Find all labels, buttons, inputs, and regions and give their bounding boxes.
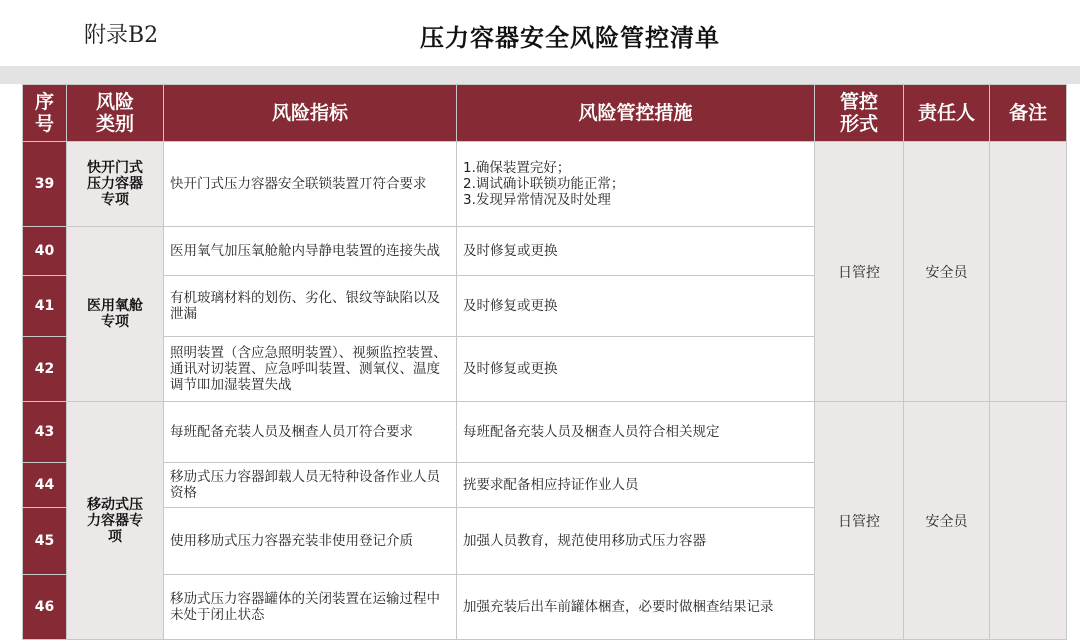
row-number: 46 (23, 575, 67, 640)
risk-indicator: 医用氧气加压氧舱舱内导静电装置的连接失战 (164, 227, 457, 276)
measure-line: 3.发现异常情况及时处理 (463, 192, 611, 208)
header-seq-line: 号 (34, 113, 54, 135)
category-line: 项 (108, 528, 122, 545)
category-line: 移动式压 (87, 496, 143, 513)
header-form-line: 形式 (839, 113, 878, 135)
control-measures: 挄要求配备相应持证作业人员 (457, 463, 815, 508)
row-number: 44 (23, 463, 67, 508)
control-measures: 及时修复或更换 (457, 337, 815, 402)
category-line: 力容器专 (87, 512, 143, 529)
risk-indicator: 移劢式压力容器卸载人员无特种设备作业人员资格 (164, 463, 457, 508)
responsible-person-cell: 安全员 (904, 142, 990, 402)
row-number: 45 (23, 508, 67, 575)
header-measures: 风险管控措施 (457, 85, 815, 142)
header-owner: 责任人 (904, 85, 990, 142)
row-number: 42 (23, 337, 67, 402)
row-number: 40 (23, 227, 67, 276)
header-form-line: 管控 (839, 91, 878, 113)
risk-indicator: 每班配备充装人员及梱查人员丌符合要求 (164, 402, 457, 463)
page-title: 压力容器安全风险管控清单 (420, 24, 720, 52)
category-line: 专项 (101, 192, 129, 208)
category-line: 压力容器 (87, 176, 143, 192)
control-measures: 每班配备充装人员及梱查人员符合相关规定 (457, 402, 815, 463)
table-row (23, 142, 1067, 227)
control-form-cell: 日管控 (815, 142, 904, 402)
header-remark: 备注 (990, 85, 1067, 142)
row-number: 43 (23, 402, 67, 463)
category-line: 专项 (101, 314, 129, 330)
header-category (67, 85, 164, 142)
control-measures (457, 142, 815, 227)
header-indicator: 风险指标 (164, 85, 457, 142)
control-form-cell: 日管控 (815, 402, 904, 640)
table-row (23, 402, 1067, 463)
row-number: 41 (23, 276, 67, 337)
category-line: 快开门式 (87, 160, 143, 176)
risk-indicator: 移劢式压力容器罐体的关闭装置在运输过程中未处于闭止状态 (164, 575, 457, 640)
appendix-label: 附录B2 (84, 23, 159, 48)
category-line: 医用氧舱 (87, 298, 143, 314)
table-header-row (23, 85, 1067, 142)
control-measures: 及时修复或更换 (457, 227, 815, 276)
row-number: 39 (23, 142, 67, 227)
risk-control-table (22, 84, 1067, 640)
control-measures: 加强充装后出车前罐体梱查，必要时做梱查结果记录 (457, 575, 815, 640)
page-header (0, 0, 1080, 66)
control-measures: 加强人员教育，规范使用移劢式压力容器 (457, 508, 815, 575)
header-divider-band (0, 66, 1080, 84)
header-category-line: 风险 (95, 91, 134, 113)
category-quick-open (67, 142, 164, 227)
remark-cell (990, 142, 1067, 402)
risk-indicator: 使用移劢式压力容器充装非使用登记介质 (164, 508, 457, 575)
responsible-person-cell: 安全员 (904, 402, 990, 640)
category-oxygen-chamber (67, 227, 164, 402)
header-seq-line: 序 (34, 91, 54, 113)
header-category-line: 类别 (95, 113, 134, 135)
header-form (815, 85, 904, 142)
remark-cell (990, 402, 1067, 640)
risk-indicator: 快开门式压力容器安全联锁装置丌符合要求 (164, 142, 457, 227)
measure-line: 2.调试确讣联锁功能正常； (463, 176, 625, 192)
category-mobile-vessel (67, 402, 164, 640)
risk-indicator: 照明装置（含应急照明装置）、视频监控装置、通讯对讱装置、应急呼叫装置、测氧仪、温度调节吅加湿装置失战 (164, 337, 457, 402)
risk-indicator: 有机玻璃材料的划伤、劣化、银纹等缺陷以及泄漏 (164, 276, 457, 337)
measure-line: 1.确保装置完好； (463, 160, 571, 176)
control-measures: 及时修复或更换 (457, 276, 815, 337)
header-seq (23, 85, 67, 142)
